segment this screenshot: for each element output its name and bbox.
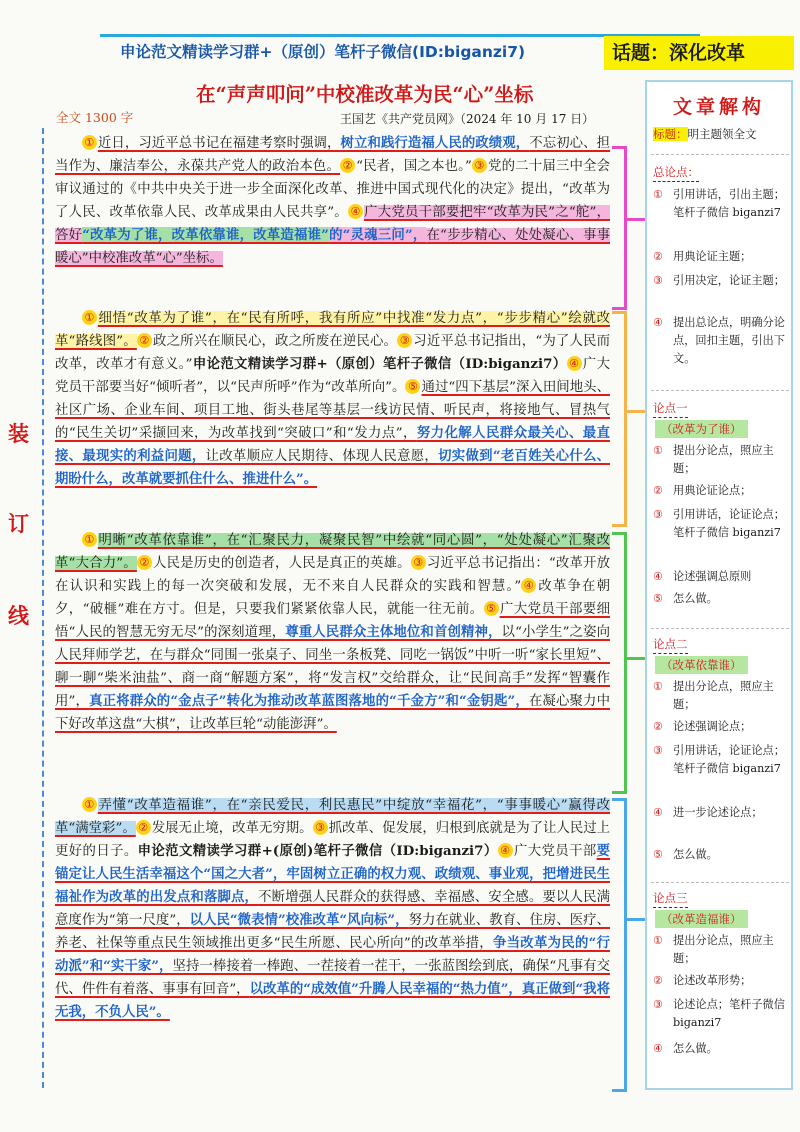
bracket-p1 bbox=[612, 146, 627, 310]
connector-p3 bbox=[627, 657, 645, 660]
section-heading-point-1: 论点一 bbox=[653, 400, 688, 418]
sidebar-divider bbox=[651, 628, 789, 629]
sidebar-title: 文章解构 bbox=[672, 96, 765, 118]
sidebar-divider bbox=[651, 154, 789, 155]
paragraph-intro: ① 近日，习近平总书记在福建考察时强调，树立和践行造福人民的政绩观，不忘初心、担当作为、廉洁奉公，永葆共产党人的政治本色。 ② “民者，国之本也。” ③ 党的二十届三中全会审议通过的《中共中央关于进一步全面深化改革、推进中国式现代化的决定》提出，“改革为了人民、改革依靠人民、改革成果由人民共享”。 ④ 广大党员干部要把牢“改革为民”之“舵”，答好“改革为了谁，改革依靠谁，改革造福谁”的“灵魂三问”，在“步步精心、处处凝心、事事暖心”中校准改革“心”坐标。 bbox=[55, 135, 611, 266]
word-count: 全文 1300 字 bbox=[56, 110, 134, 125]
connector-p1 bbox=[627, 218, 645, 221]
overall-item-3: ③ 引用决定，论证主题； bbox=[653, 274, 785, 287]
point3-item-3: ③ 论述论点；笔杆子微信 biganzi7 bbox=[653, 998, 785, 1029]
point3-item-1: ① 提出分论点，照应主题； bbox=[653, 934, 774, 965]
bracket-p2 bbox=[612, 311, 627, 527]
overall-item-4: ④ 提出总论点，明确分论点，回扣主题，引出下文。 bbox=[653, 316, 785, 365]
sidebar-subtitle: 标题：明主题领全文 bbox=[653, 127, 757, 141]
point2-item-1: ① 提出分论点，照应主题； bbox=[653, 680, 774, 711]
marker-1: ① bbox=[82, 135, 97, 150]
point2-item-3: ③ 引用讲话，论证论点；笔杆子微信 biganzi7 bbox=[653, 744, 785, 775]
point1-item-2: ② 用典论证论点； bbox=[653, 484, 752, 497]
paragraph-point-1: ① 细悟“改革为了谁”，在“民有所呼，我有所应”中找准“发力点”，“步步精心”绘就改革“路线图”。 ② 政之所兴在顺民心，政之所废在逆民心。 ③ 习近平总书记指出，“为了人民而改革，改革才有意义。”申论范文精读学习群+（原创）笔杆子微信（ID:biganzi7） ④ 广大党员干部要当好“倾听者”，以“民声所呼”作为“改革所向”。 ⑤ 通过“四下基层”深入田间地头、社区广场、企业车间、项目工地、街头巷尾等基层一线访民情、听民声，将接地气、冒热气的“民生关切”采撷回来，为改革找到“突破口”和“发力点”，努力化解人民群众最关心、最直接、最现实的利益问题，让改革顺应人民期待、体现人民意愿，切实做到“老百姓关心什么、期盼什么，改革就要抓住什么、推进什么”。 bbox=[55, 311, 611, 487]
section-heading-overall: 总论点： bbox=[653, 164, 699, 182]
structure-sidebar bbox=[645, 80, 793, 1090]
point1-item-3: ③ 引用讲话，论证论点；笔杆子微信 biganzi7 bbox=[653, 508, 785, 539]
point2-item-4: ④ 进一步论述论点； bbox=[653, 806, 763, 819]
point1-item-4: ④ 论述强调总原则 bbox=[653, 570, 752, 583]
section-caption-point-2: （改革依靠谁） bbox=[655, 656, 748, 674]
sidebar-divider bbox=[651, 390, 789, 391]
author-source: 王国艺《共产党员网》（2024 年 10 月 17 日） bbox=[340, 112, 595, 126]
section-caption-point-3: （改革造福谁） bbox=[655, 910, 748, 928]
binding-char-1: 装 bbox=[8, 421, 29, 446]
point1-item-1: ① 提出分论点，照应主题； bbox=[653, 444, 774, 475]
connector-p4 bbox=[627, 918, 645, 921]
sidebar-divider bbox=[651, 882, 789, 883]
point3-item-4: ④ 怎么做。 bbox=[653, 1042, 718, 1055]
binding-line bbox=[42, 128, 44, 1088]
section-caption-point-1: （改革为了谁） bbox=[655, 420, 748, 438]
binding-char-3: 线 bbox=[8, 603, 29, 628]
section-heading-point-3: 论点三 bbox=[653, 890, 688, 908]
article-body bbox=[55, 132, 610, 1099]
marker-2: ② bbox=[340, 158, 355, 173]
point2-item-2: ② 论述强调论点； bbox=[653, 720, 752, 733]
bracket-p3 bbox=[612, 532, 627, 794]
marker-4: ④ bbox=[348, 204, 363, 219]
header-group-line: 申论范文精读学习群+（原创）笔杆子微信(ID:biganzi7) bbox=[120, 43, 526, 61]
overall-item-2: ② 用典论证主题； bbox=[653, 250, 752, 263]
article-title: 在“声声叩问”中校准改革为民“心”坐标 bbox=[196, 83, 534, 106]
binding-char-2: 订 bbox=[8, 511, 29, 536]
connector-p2 bbox=[627, 410, 645, 413]
section-heading-point-2: 论点二 bbox=[653, 636, 688, 654]
point1-item-5: ⑤ 怎么做。 bbox=[653, 592, 718, 605]
topic-badge: 话题：深化改革 bbox=[604, 36, 794, 70]
overall-item-1: ① 引用讲话，引出主题；笔杆子微信 biganzi7 bbox=[653, 188, 785, 219]
paragraph-point-2: ① 明晰“改革依靠谁”，在“汇聚民力，凝聚民智”中绘就“同心圆”，“处处凝心”汇聚改革“大合力”。 ② 人民是历史的创造者，人民是真正的英雄。 ③ 习近平总书记指出：“改革开放在认识和实践上的每一次突破和发展，无不来自人民群众的实践和智慧。” ④ 改革争在朝夕，“破榧”难在方寸。但是，只要我们紧紧依靠人民，就能一往无前。 ⑤ 广大党员干部要细悟“人民的智慧无穷无尽”的深刻道理，尊重人民群众主体地位和首创精神，以“小学生”之姿向人民拜师学艺，在与群众“同围一张桌子、同坐一条板凳、同吃一锅饭”中听一听“家长里短”、聊一聊“柴米油盐”、商一商“解题方案”，将“发言权”交给群众，让“民间高手”发挥“智囊作用”，真正将群众的“金点子”转化为推动改革蓝图落地的“千金方”和“金钥匙”，在凝心聚力中下好改革这盘“大棋”，让改革巨轮“动能澎湃”。 bbox=[55, 533, 610, 732]
bracket-p4 bbox=[612, 798, 627, 1092]
point3-item-2: ② 论述改革形势； bbox=[653, 974, 752, 987]
marker-3: ③ bbox=[472, 158, 487, 173]
point2-item-5: ⑤ 怎么做。 bbox=[653, 848, 718, 861]
paragraph-point-3: ① 弄懂“改革造福谁”，在“亲民爱民，利民惠民”中绽放“幸福花”，“事事暖心”赢得改革“满堂彩”。 ② 发展无止境，改革无穷期。 ③ 抓改革、促发展，归根到底就是为了让人民过上更好的日子。申论范文精读学习群+(原创)笔杆子微信（ID:biganzi7） ④ 广大党员干部要锚定让人民生活幸福这个“国之大者”，牢固树立正确的权力观、政绩观、事业观，把增进民生福祉作为改革的出发点和落脚点，不断增强人民群众的获得感、幸福感、安全感。要以人民满意度作为“第一尺度”，以人民“微表情”校准改革“风向标”，努力在就业、教育、住房、医疗、养老、社保等重点民生领域推出更多“民生所愿、民心所向”的改革举措，争当改革为民的“行动派”和“实干家”，坚持一棒接着一棒跑、一茬接着一茬干，一张蓝图绘到底，确保“凡事有交代、件件有着落、事事有回音”，以改革的“成效值”升腾人民幸福的“热力值”，真正做到“我将无我，不负人民”。 bbox=[55, 798, 611, 1020]
